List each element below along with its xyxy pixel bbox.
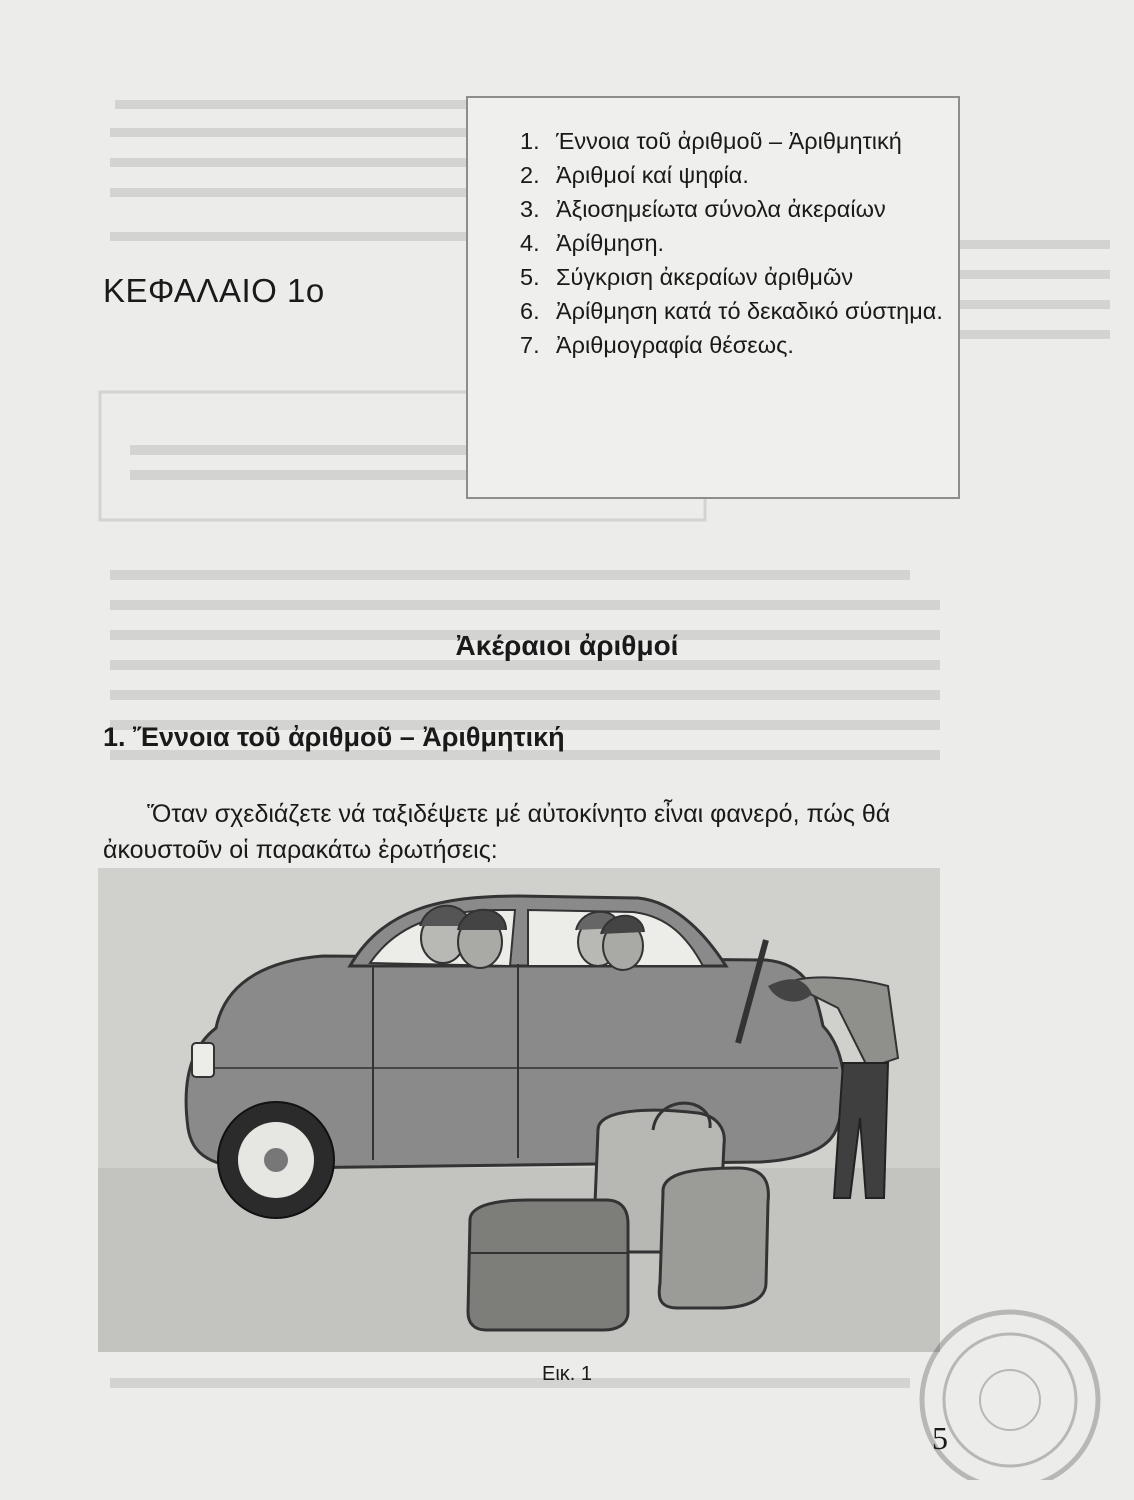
wheel <box>218 1102 334 1218</box>
contents-item-number: 6. <box>520 298 540 324</box>
contents-item <box>520 226 950 260</box>
contents-item-number: 2. <box>520 162 540 188</box>
contents-item <box>520 124 950 158</box>
contents-item-text: Ἀρίθμηση κατά τό δεκαδικό σύστημα. <box>556 298 943 324</box>
intro-paragraph: Ὅταν σχεδιάζετε νά ταξιδέψετε μέ αὐτοκίνητο εἶναι φανερό, πώς θά ἀκουστοῦν οἱ παρακάτω ἐρωτήσεις: <box>103 800 891 864</box>
contents-item-number: 4. <box>520 230 540 256</box>
contents-item <box>520 328 950 362</box>
contents-item <box>520 260 950 294</box>
contents-item-text: Ἀριθμοί καί ψηφία. <box>556 162 749 188</box>
contents-item-text: Ἀξιοσημείωτα σύνολα ἀκεραίων <box>556 196 886 222</box>
contents-item-number: 7. <box>520 332 540 358</box>
contents-item-text: Σύγκριση ἀκεραίων ἀριθμῶν <box>556 264 854 290</box>
library-stamp <box>870 1300 1110 1480</box>
contents-list <box>520 124 950 362</box>
subsection-heading: 1. Ἔννοια τοῦ ἀριθμοῦ – Ἀριθμητική <box>103 722 565 752</box>
page-number: 5 <box>932 1420 948 1456</box>
contents-item-text: Έννοια τοῦ ἀριθμοῦ – Ἀριθμητική <box>556 128 902 154</box>
contents-item-text: Ἀριθμογραφία θέσεως. <box>556 332 794 358</box>
figure-caption: Εικ. 1 <box>541 1363 593 1385</box>
contents-item <box>520 192 950 226</box>
contents-item-number: 5. <box>520 264 540 290</box>
section-heading: Ἀκέραιοι ἀριθμοί <box>455 630 679 661</box>
contents-item-number: 1. <box>520 128 540 154</box>
contents-item <box>520 294 950 328</box>
contents-item-number: 3. <box>520 196 540 222</box>
contents-item-text: Ἀρίθμηση. <box>556 230 665 256</box>
chapter-title: ΚΕΦΑΛΑΙΟ 1ο <box>103 272 325 309</box>
contents-item <box>520 158 950 192</box>
contents-box <box>466 96 960 499</box>
family-car-illustration <box>98 868 940 1352</box>
